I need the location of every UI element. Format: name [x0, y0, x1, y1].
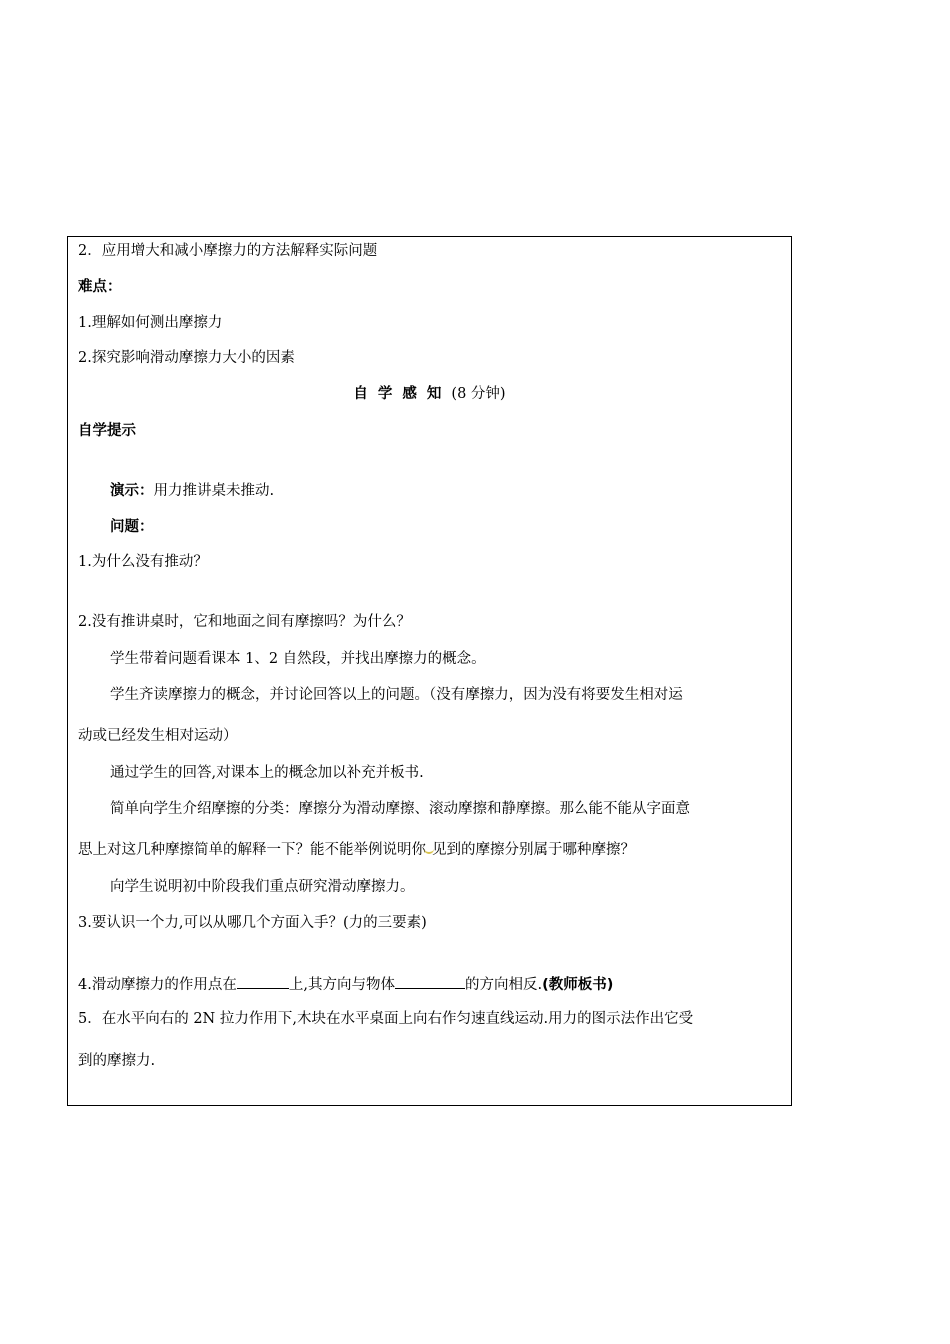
paragraph-read-concept: 学生齐读摩擦力的概念，并讨论回答以上的问题。（没有摩擦力，因为没有将要发生相对运	[110, 687, 683, 703]
demo-line	[110, 482, 274, 500]
difficulty-heading: 难点：	[78, 279, 122, 295]
question-5-cont: 到的摩擦力.	[78, 1053, 156, 1069]
self-study-hint-heading: 自学提示	[78, 423, 136, 439]
question-5: 5．在水平向右的 2N 拉力作用下,木块在水平桌面上向右作匀速直线运动.用力的图示法作出它受	[78, 1011, 694, 1027]
text-line-key-point-2: 2．应用增大和减小摩擦力的方法解释实际问题	[78, 243, 378, 259]
section-title	[68, 385, 791, 403]
friction-types-cont-part1: 思上对这几种摩擦简单的解释一下？能不能举例说明你	[78, 842, 426, 858]
fill-blank-1	[237, 974, 289, 989]
friction-types-cont-part2: 见到的摩擦分别属于哪种摩擦？	[432, 842, 635, 858]
question-4-note: (教师板书)	[542, 977, 614, 993]
question-3: 3.要认识一个力,可以从哪几个方面入手？(力的三要素)	[78, 915, 427, 931]
question-1: 1.为什么没有推动？	[78, 554, 208, 570]
paragraph-read-textbook: 学生带着问题看课本 1、2 自然段，并找出摩擦力的概念。	[110, 651, 486, 667]
question-4-part2: 上,其方向与物体	[288, 977, 395, 993]
section-title-main: 自学感知	[353, 386, 452, 402]
paragraph-sliding-focus: 向学生说明初中阶段我们重点研究滑动摩擦力。	[110, 879, 415, 895]
demo-label: 演示：	[110, 483, 154, 499]
paragraph-read-concept-cont: 动或已经发生相对运动）	[78, 728, 238, 744]
question-4-part1: 4.滑动摩擦力的作用点在	[78, 977, 237, 993]
question-heading: 问题：	[110, 519, 154, 535]
text-line-difficulty-2: 2.探究影响滑动摩擦力大小的因素	[78, 350, 295, 366]
paragraph-supplement: 通过学生的回答,对课本上的概念加以补充并板书.	[110, 765, 424, 781]
text-line-difficulty-1: 1.理解如何测出摩擦力	[78, 315, 223, 331]
paragraph-friction-types-cont	[78, 841, 635, 859]
question-4-part3: 的方向相反.	[464, 977, 543, 993]
paragraph-friction-types: 简单向学生介绍摩擦的分类：摩擦分为滑动摩擦、滚动摩擦和静摩擦。那么能不能从字面意	[110, 801, 690, 817]
content-table-cell	[67, 236, 792, 1106]
section-title-time: (8 分钟)	[451, 386, 506, 402]
fill-blank-2	[395, 974, 465, 989]
demo-text: 用力推讲桌未推动.	[153, 483, 275, 499]
question-2: 2.没有推讲桌时，它和地面之间有摩擦吗？为什么？	[78, 614, 411, 630]
question-4	[78, 974, 613, 994]
